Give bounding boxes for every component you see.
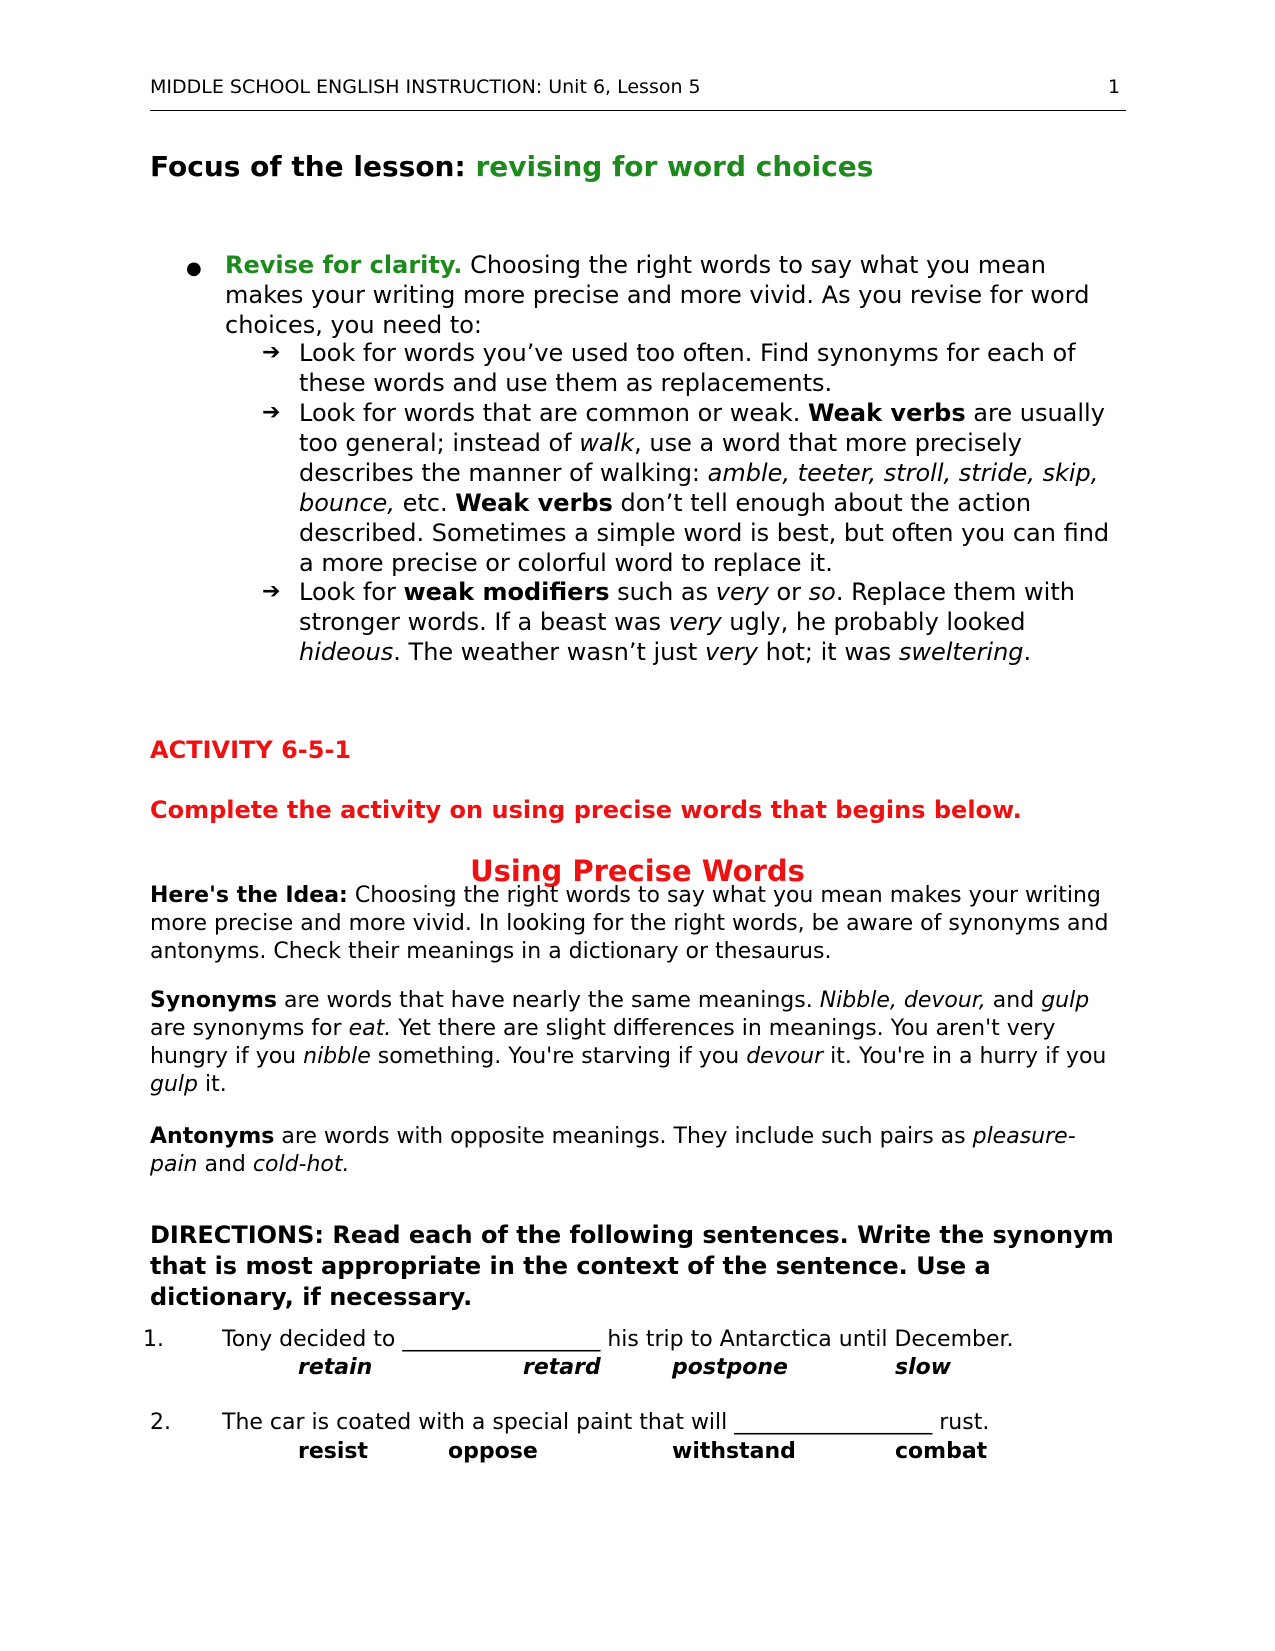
directions: DIRECTIONS: Read each of the following sentences. Write the synonym that is most appropriate in the context of the sentence. Use a dictionary, if necessary. xyxy=(150,1221,1114,1311)
text-run: . xyxy=(1023,638,1032,666)
italic-run: walk xyxy=(579,429,635,457)
answer-option: retain xyxy=(298,1355,373,1380)
antonyms-paragraph xyxy=(150,1123,1120,1179)
text-run: are synonyms for xyxy=(150,1016,349,1041)
right-arrow-icon: ➔ xyxy=(262,400,281,425)
text-run: something. You're starving if you xyxy=(370,1044,747,1069)
italic-run: nibble xyxy=(303,1044,371,1069)
text-run: . The weather wasn’t just xyxy=(393,638,705,666)
text-run: don’t tell enough about the action described. Sometimes a simple word is best, but often you can find a more precise or colorful word to replace it. xyxy=(299,489,1110,577)
focus-heading xyxy=(150,150,873,183)
text-run: Look for words that are common or weak. xyxy=(299,399,809,427)
text-run: it. xyxy=(198,1072,227,1097)
arrow-item-2 xyxy=(299,398,1119,578)
text-run: such as xyxy=(609,578,716,606)
clarity-lead: Revise for clarity. xyxy=(225,251,463,279)
idea-paragraph xyxy=(150,882,1120,966)
antonyms-label: Antonyms xyxy=(150,1124,275,1149)
page-number: 1 xyxy=(1108,76,1121,98)
italic-run: so xyxy=(808,578,836,606)
focus-topic: revising for word choices xyxy=(475,150,874,183)
bold-run: Weak verbs xyxy=(455,489,613,517)
right-arrow-icon: ➔ xyxy=(262,579,281,604)
text-run: and xyxy=(197,1152,253,1177)
text-run: Yet there are slight differences in meanings. You aren't very hungry if you xyxy=(150,1016,1056,1069)
italic-run: eat. xyxy=(348,1016,392,1041)
text-run: hot; it was xyxy=(757,638,899,666)
italic-run: gulp xyxy=(1041,988,1090,1013)
text-run: are words that have nearly the same meanings. xyxy=(276,988,820,1013)
answer-option: combat xyxy=(895,1439,988,1464)
activity-label: ACTIVITY 6-5-1 xyxy=(150,736,352,764)
arrow-item-3 xyxy=(299,577,1119,667)
italic-run: devour xyxy=(746,1044,824,1069)
synonyms-label: Synonyms xyxy=(150,988,277,1013)
text-run: it. You're in a hurry if you xyxy=(823,1044,1107,1069)
section-heading: Using Precise Words xyxy=(470,854,805,888)
right-arrow-icon: ➔ xyxy=(262,340,281,365)
arrow-item-1: Look for words you’ve used too often. Find synonyms for each of these words and use them as replacements. xyxy=(299,339,1076,397)
question-text: Tony decided to __________________ his trip to Antarctica until December. xyxy=(222,1327,1014,1352)
italic-run: amble, teeter, stroll, stride, skip, bounce, xyxy=(299,459,1099,517)
question-number: 1. xyxy=(143,1327,164,1352)
question-text: The car is coated with a special paint that will __________________ rust. xyxy=(222,1410,990,1435)
activity-instruction: Complete the activity on using precise words that begins below. xyxy=(150,796,1022,824)
text-run: are words with opposite meanings. They include such pairs as xyxy=(274,1124,973,1149)
text-run: or xyxy=(768,578,809,606)
bold-run: Weak verbs xyxy=(808,399,966,427)
synonyms-paragraph xyxy=(150,987,1120,1099)
text-run: ugly, he probably looked xyxy=(721,608,1026,636)
idea-text: Choosing the right words to say what you mean makes your writing more precise and more vivid. In looking for the right words, be aware of synonyms and antonyms. Check their meanings in a dictionary or thesaurus. xyxy=(150,883,1109,964)
text-run: . Replace them with stronger words. If a beast was xyxy=(299,578,1075,636)
text-run: Look for xyxy=(299,578,404,606)
answer-option: oppose xyxy=(448,1439,538,1464)
question-number: 2. xyxy=(150,1410,171,1435)
clarity-paragraph xyxy=(225,250,1125,340)
clarity-text: Choosing the right words to say what you mean makes your writing more precise and more vivid. As you revise for word choices, you need to: xyxy=(225,251,1090,339)
italic-run: very xyxy=(704,638,758,666)
text-run: , use a word that more precisely describes the manner of walking: xyxy=(299,429,1022,487)
header-rule xyxy=(150,110,1126,111)
italic-run: very xyxy=(715,578,769,606)
italic-run: sweltering xyxy=(898,638,1024,666)
italic-run: hideous xyxy=(299,638,394,666)
text-run: are usually too general; instead of xyxy=(299,399,1105,457)
bullet-icon: ● xyxy=(186,258,202,279)
text-run: etc. xyxy=(394,489,456,517)
answer-option: slow xyxy=(895,1355,952,1380)
document-header: MIDDLE SCHOOL ENGLISH INSTRUCTION: Unit 6, Lesson 5 xyxy=(150,76,701,98)
italic-run: very xyxy=(668,608,722,636)
answer-option: resist xyxy=(298,1439,369,1464)
italic-run: Nibble, devour, xyxy=(819,988,986,1013)
focus-label: Focus of the lesson: xyxy=(150,150,466,183)
italic-run: pleasure-pain xyxy=(150,1124,1076,1177)
italic-run: gulp xyxy=(150,1072,198,1097)
answer-option: withstand xyxy=(672,1439,796,1464)
bold-run: weak modifiers xyxy=(403,578,610,606)
idea-label: Here's the Idea: xyxy=(150,883,348,908)
italic-run: cold-hot. xyxy=(252,1152,350,1177)
answer-option: postpone xyxy=(672,1355,788,1380)
answer-option: retard xyxy=(523,1355,601,1380)
text-run: and xyxy=(985,988,1042,1013)
